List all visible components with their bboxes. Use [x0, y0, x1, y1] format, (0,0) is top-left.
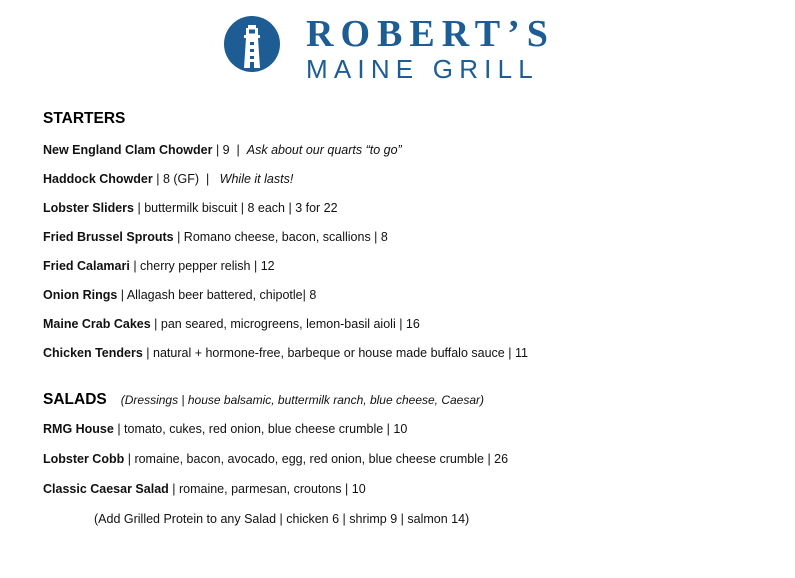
restaurant-header — [224, 12, 584, 82]
menu-item — [43, 421, 783, 437]
brand-name-line2: MAINE GRILL — [306, 54, 539, 84]
item-details: | Romano cheese, bacon, scallions | 8 — [173, 230, 388, 244]
menu-item — [43, 481, 783, 497]
dressings-note: (Dressings | house balsamic, buttermilk ranch, blue cheese, Caesar) — [120, 393, 485, 407]
salad-addon-note: (Add Grilled Protein to any Salad | chicken 6 | shrimp 9 | salmon 14) — [94, 512, 470, 526]
item-note: While it lasts! — [219, 172, 294, 186]
item-name: Fried Calamari — [43, 259, 130, 273]
item-name: Classic Caesar Salad — [43, 482, 169, 496]
salads-section — [43, 389, 783, 527]
item-details: | tomato, cukes, red onion, blue cheese crumble | 10 — [113, 422, 408, 436]
item-details: | 8 (GF) | — [152, 172, 220, 186]
item-details: | pan seared, microgreens, lemon-basil aioli | 16 — [150, 317, 420, 331]
brand-name-line1: ROBERT’S — [306, 13, 555, 55]
menu-item — [43, 258, 783, 274]
menu-item — [43, 287, 783, 303]
item-name: Chicken Tenders — [43, 346, 143, 360]
item-name: Lobster Cobb — [43, 452, 125, 466]
menu-item — [43, 142, 783, 158]
menu-item — [43, 451, 783, 467]
item-details: | 9 | — [212, 143, 247, 157]
menu-content — [43, 108, 783, 527]
item-name: New England Clam Chowder — [43, 143, 213, 157]
starters-title: STARTERS — [43, 110, 126, 127]
item-name: Onion Rings — [43, 288, 118, 302]
item-name: Lobster Sliders — [43, 201, 134, 215]
item-name: Maine Crab Cakes — [43, 317, 151, 331]
item-name: Fried Brussel Sprouts — [43, 230, 174, 244]
lighthouse-icon — [224, 16, 280, 72]
item-note: Ask about our quarts “to go” — [246, 143, 402, 157]
item-name: RMG House — [43, 422, 114, 436]
item-details: | romaine, bacon, avocado, egg, red onion, blue cheese crumble | 26 — [124, 452, 509, 466]
item-details: | Allagash beer battered, chipotle| 8 — [117, 288, 317, 302]
salads-title: SALADS — [43, 391, 107, 408]
menu-item — [43, 316, 783, 332]
menu-item — [43, 200, 783, 216]
item-details: | cherry pepper relish | 12 — [129, 259, 275, 273]
menu-item — [43, 229, 783, 245]
item-details: | natural + hormone-free, barbeque or house made buffalo sauce | 11 — [142, 346, 528, 360]
item-details: | romaine, parmesan, croutons | 10 — [168, 482, 366, 496]
starters-section — [43, 108, 783, 361]
item-details: | buttermilk biscuit | 8 each | 3 for 22 — [134, 201, 338, 215]
menu-item — [43, 345, 783, 361]
menu-item — [43, 171, 783, 187]
item-name: Haddock Chowder — [43, 172, 153, 186]
